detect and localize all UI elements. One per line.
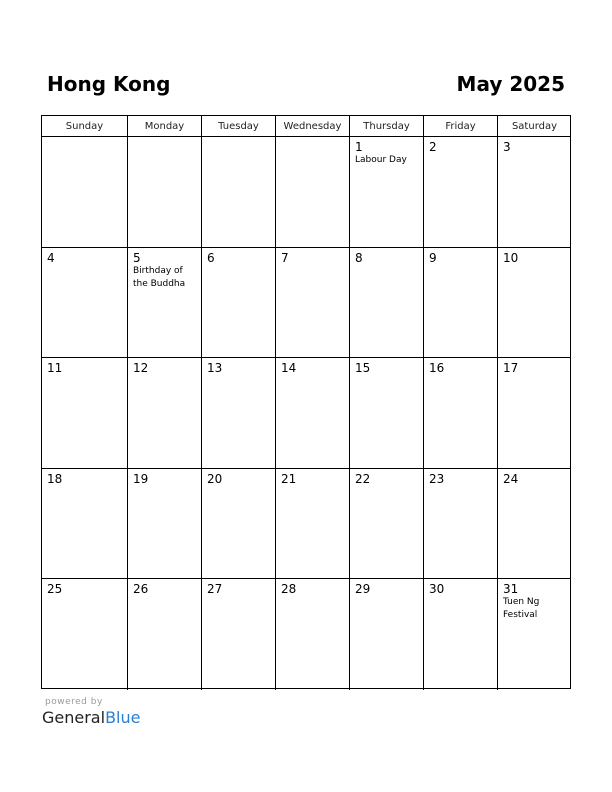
day-number: 9 <box>429 251 437 265</box>
day-number: 4 <box>47 251 55 265</box>
day-cell[interactable] <box>349 137 423 247</box>
brand-blue-text: Blue <box>105 708 141 727</box>
day-cell[interactable] <box>127 579 201 690</box>
day-number: 2 <box>429 140 437 154</box>
day-number: 18 <box>47 472 63 486</box>
day-cell[interactable] <box>423 358 497 468</box>
day-cell[interactable] <box>127 358 201 468</box>
week-row <box>42 137 570 248</box>
day-number: 28 <box>281 582 297 596</box>
day-cell[interactable] <box>423 248 497 357</box>
day-cell[interactable] <box>423 469 497 578</box>
weekday-header-row <box>42 116 570 137</box>
week-row <box>42 358 570 469</box>
day-number: 31 <box>503 582 519 596</box>
day-number: 8 <box>355 251 363 265</box>
day-number: 1 <box>355 140 363 154</box>
day-number: 6 <box>207 251 215 265</box>
day-cell[interactable] <box>42 579 127 690</box>
day-number: 15 <box>355 361 371 375</box>
day-cell <box>201 137 275 247</box>
day-number: 25 <box>47 582 63 596</box>
day-cell[interactable] <box>349 579 423 690</box>
day-cell[interactable] <box>497 579 571 690</box>
holiday-label: Tuen Ng Festival <box>503 597 540 620</box>
day-cell[interactable] <box>42 248 127 357</box>
day-number: 12 <box>133 361 149 375</box>
day-number: 3 <box>503 140 511 154</box>
day-number: 30 <box>429 582 445 596</box>
day-cell[interactable] <box>127 469 201 578</box>
week-row <box>42 469 570 579</box>
day-cell[interactable] <box>497 137 571 247</box>
day-number: 23 <box>429 472 445 486</box>
day-number: 19 <box>133 472 149 486</box>
day-cell[interactable] <box>275 469 349 578</box>
day-cell[interactable] <box>423 579 497 690</box>
holiday-label: Birthday of the Buddha <box>133 266 186 289</box>
weekday-tuesday: Tuesday <box>201 116 275 136</box>
day-cell[interactable] <box>423 137 497 247</box>
day-number: 5 <box>133 251 141 265</box>
weekday-monday: Monday <box>127 116 201 136</box>
day-cell <box>127 137 201 247</box>
weekday-wednesday: Wednesday <box>275 116 349 136</box>
day-number: 11 <box>47 361 63 375</box>
day-cell[interactable] <box>127 248 201 357</box>
day-number: 10 <box>503 251 519 265</box>
day-number: 7 <box>281 251 289 265</box>
day-number: 21 <box>281 472 297 486</box>
country-title: Hong Kong <box>47 72 171 96</box>
day-cell[interactable] <box>497 358 571 468</box>
day-number: 24 <box>503 472 519 486</box>
day-number: 13 <box>207 361 223 375</box>
day-number: 27 <box>207 582 223 596</box>
day-cell[interactable] <box>42 469 127 578</box>
day-cell[interactable] <box>275 358 349 468</box>
brand-general-text: General <box>42 708 106 727</box>
day-cell[interactable] <box>497 248 571 357</box>
day-cell[interactable] <box>275 248 349 357</box>
weekday-friday: Friday <box>423 116 497 136</box>
powered-by-label: powered by <box>45 697 103 707</box>
day-number: 17 <box>503 361 519 375</box>
generalblue-logo[interactable] <box>42 708 140 728</box>
day-number: 20 <box>207 472 223 486</box>
day-number: 26 <box>133 582 149 596</box>
week-row <box>42 579 570 690</box>
calendar-grid <box>41 115 571 689</box>
day-cell <box>275 137 349 247</box>
day-number: 29 <box>355 582 371 596</box>
day-cell[interactable] <box>349 358 423 468</box>
week-row <box>42 248 570 358</box>
weekday-saturday: Saturday <box>497 116 571 136</box>
day-cell[interactable] <box>497 469 571 578</box>
day-number: 16 <box>429 361 445 375</box>
day-cell[interactable] <box>349 248 423 357</box>
day-number: 14 <box>281 361 297 375</box>
month-year-title: May 2025 <box>456 72 565 96</box>
day-cell[interactable] <box>275 579 349 690</box>
holiday-label: Labour Day <box>355 155 407 165</box>
day-cell[interactable] <box>42 358 127 468</box>
weekday-sunday: Sunday <box>65 121 104 132</box>
day-cell <box>42 137 127 247</box>
day-cell[interactable] <box>201 469 275 578</box>
day-number: 22 <box>355 472 371 486</box>
day-cell[interactable] <box>201 358 275 468</box>
day-cell[interactable] <box>201 248 275 357</box>
day-cell[interactable] <box>201 579 275 690</box>
day-cell[interactable] <box>349 469 423 578</box>
weekday-thursday: Thursday <box>349 116 423 136</box>
